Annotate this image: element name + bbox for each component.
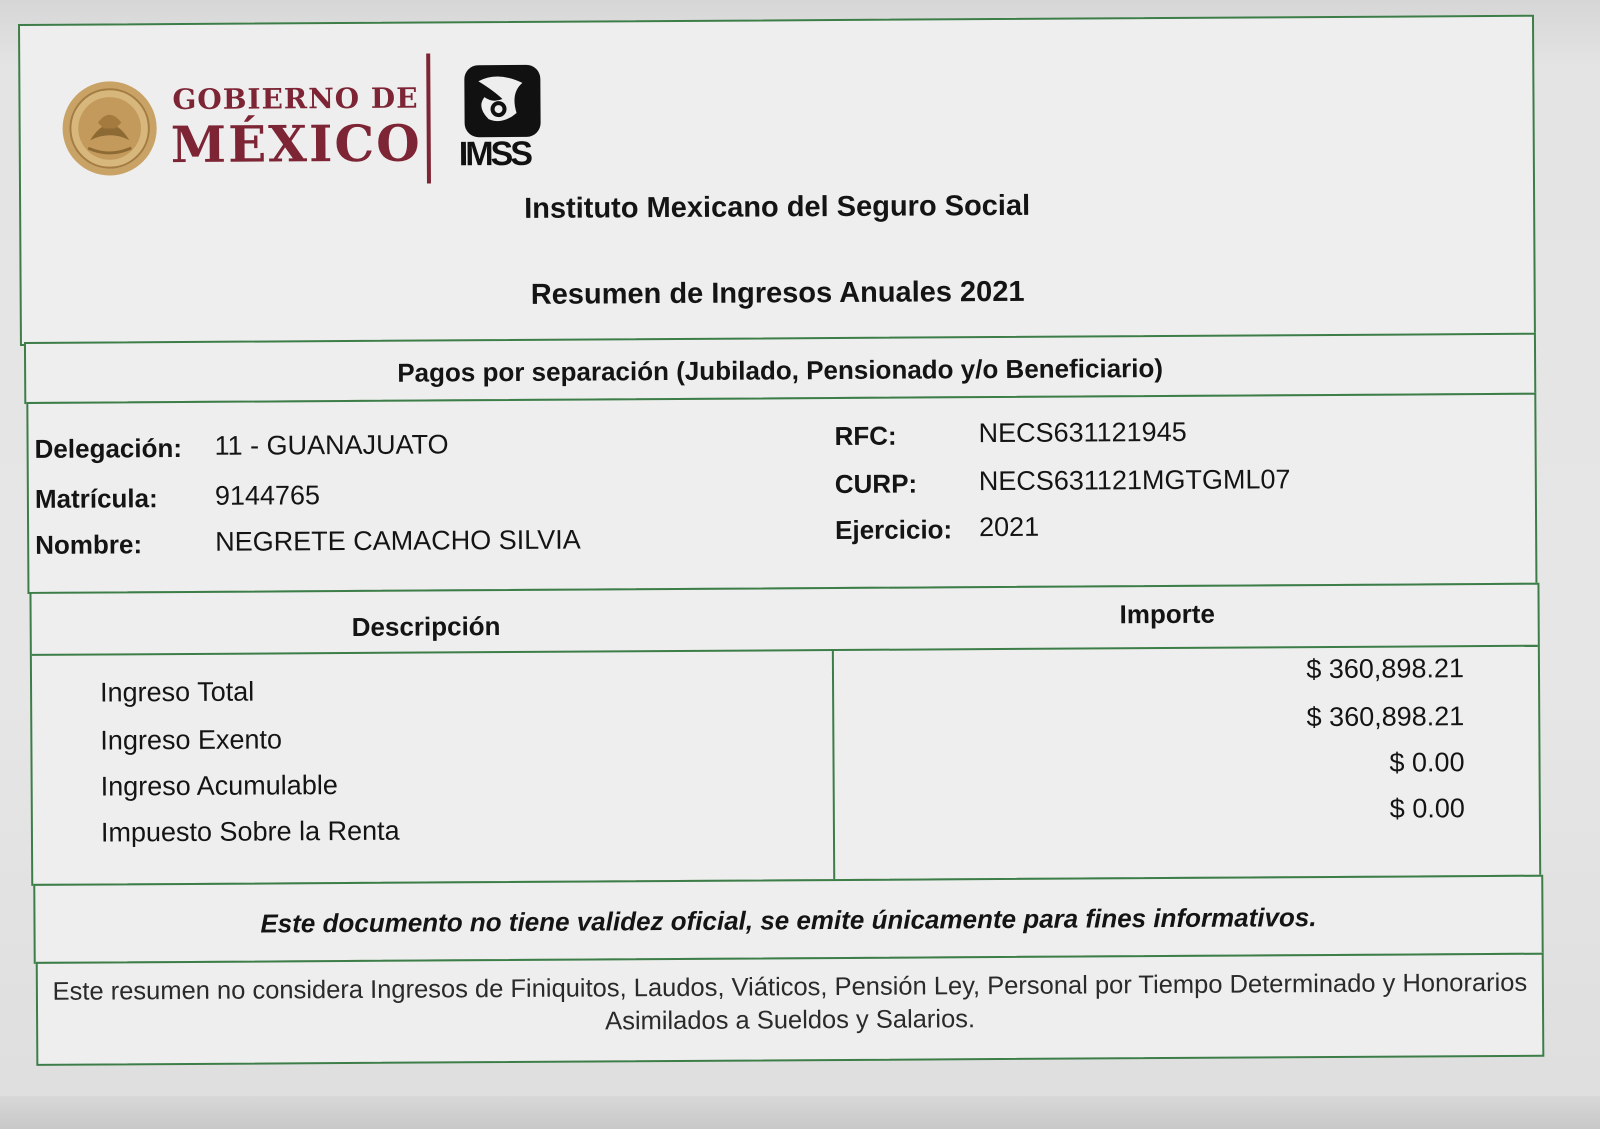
institute-title: Instituto Mexicano del Seguro Social bbox=[524, 189, 1031, 225]
section-title: Pagos por separación (Jubilado, Pensionado y/o Beneficiario) bbox=[397, 353, 1164, 388]
table-header bbox=[31, 585, 1537, 656]
table-row-label: Ingreso Total bbox=[99, 676, 255, 708]
column-divider bbox=[832, 649, 835, 879]
table-row-amount: $ 360,898.21 bbox=[1306, 701, 1465, 733]
disclaimer-text: Este documento no tiene validez oficial, se emite únicamente para fines informativos. bbox=[260, 902, 1317, 939]
table-row-label: Ingreso Acumulable bbox=[100, 770, 338, 802]
table-row-amount: $ 360,898.21 bbox=[1306, 653, 1465, 685]
table-row-label: Impuesto Sobre la Renta bbox=[100, 815, 400, 848]
table-row-label: Ingreso Exento bbox=[100, 724, 283, 756]
table-row-amount: $ 0.00 bbox=[1389, 793, 1465, 824]
curp-label: CURP: bbox=[834, 468, 918, 500]
income-summary-document bbox=[18, 15, 1545, 1106]
delegacion-label: Delegación: bbox=[34, 433, 183, 464]
person-info bbox=[26, 393, 1537, 594]
mexico-text: MÉXICO bbox=[170, 113, 422, 175]
mexico-coat-of-arms-icon bbox=[60, 79, 159, 178]
delegacion-value: 11 - GUANAJUATO bbox=[214, 429, 449, 461]
table-row-amount: $ 0.00 bbox=[1389, 747, 1465, 778]
amount-column-header: Importe bbox=[1119, 598, 1216, 630]
ejercicio-label: Ejercicio: bbox=[835, 514, 953, 546]
note-box bbox=[36, 953, 1545, 1066]
monitor-bezel bbox=[0, 1096, 1600, 1129]
header-divider bbox=[426, 53, 431, 183]
document-header bbox=[18, 15, 1536, 346]
imss-eagle-icon bbox=[458, 63, 544, 144]
matricula-value: 9144765 bbox=[214, 480, 321, 511]
rfc-value: NECS631121945 bbox=[978, 416, 1187, 449]
nombre-value: NEGRETE CAMACHO SILVIA bbox=[215, 524, 581, 557]
matricula-label: Matrícula: bbox=[34, 483, 158, 514]
nombre-label: Nombre: bbox=[35, 529, 143, 560]
curp-value: NECS631121MGTGML07 bbox=[978, 464, 1291, 497]
note-text: Este resumen no considera Ingresos de Finiquitos, Laudos, Viáticos, Pensión Ley, Personal por Tiempo Determinado y Honorarios Asimilados a Sueldos y Salarios. bbox=[52, 968, 1528, 1036]
ejercicio-value: 2021 bbox=[978, 511, 1040, 543]
disclaimer-box bbox=[33, 875, 1543, 964]
summary-title: Resumen de Ingresos Anuales 2021 bbox=[530, 275, 1025, 311]
income-table bbox=[29, 583, 1541, 886]
gobierno-de-text: GOBIERNO DE bbox=[172, 81, 419, 117]
imss-logo-text: IMSS bbox=[458, 134, 531, 174]
rfc-label: RFC: bbox=[834, 420, 897, 452]
description-column-header: Descripción bbox=[351, 611, 501, 642]
